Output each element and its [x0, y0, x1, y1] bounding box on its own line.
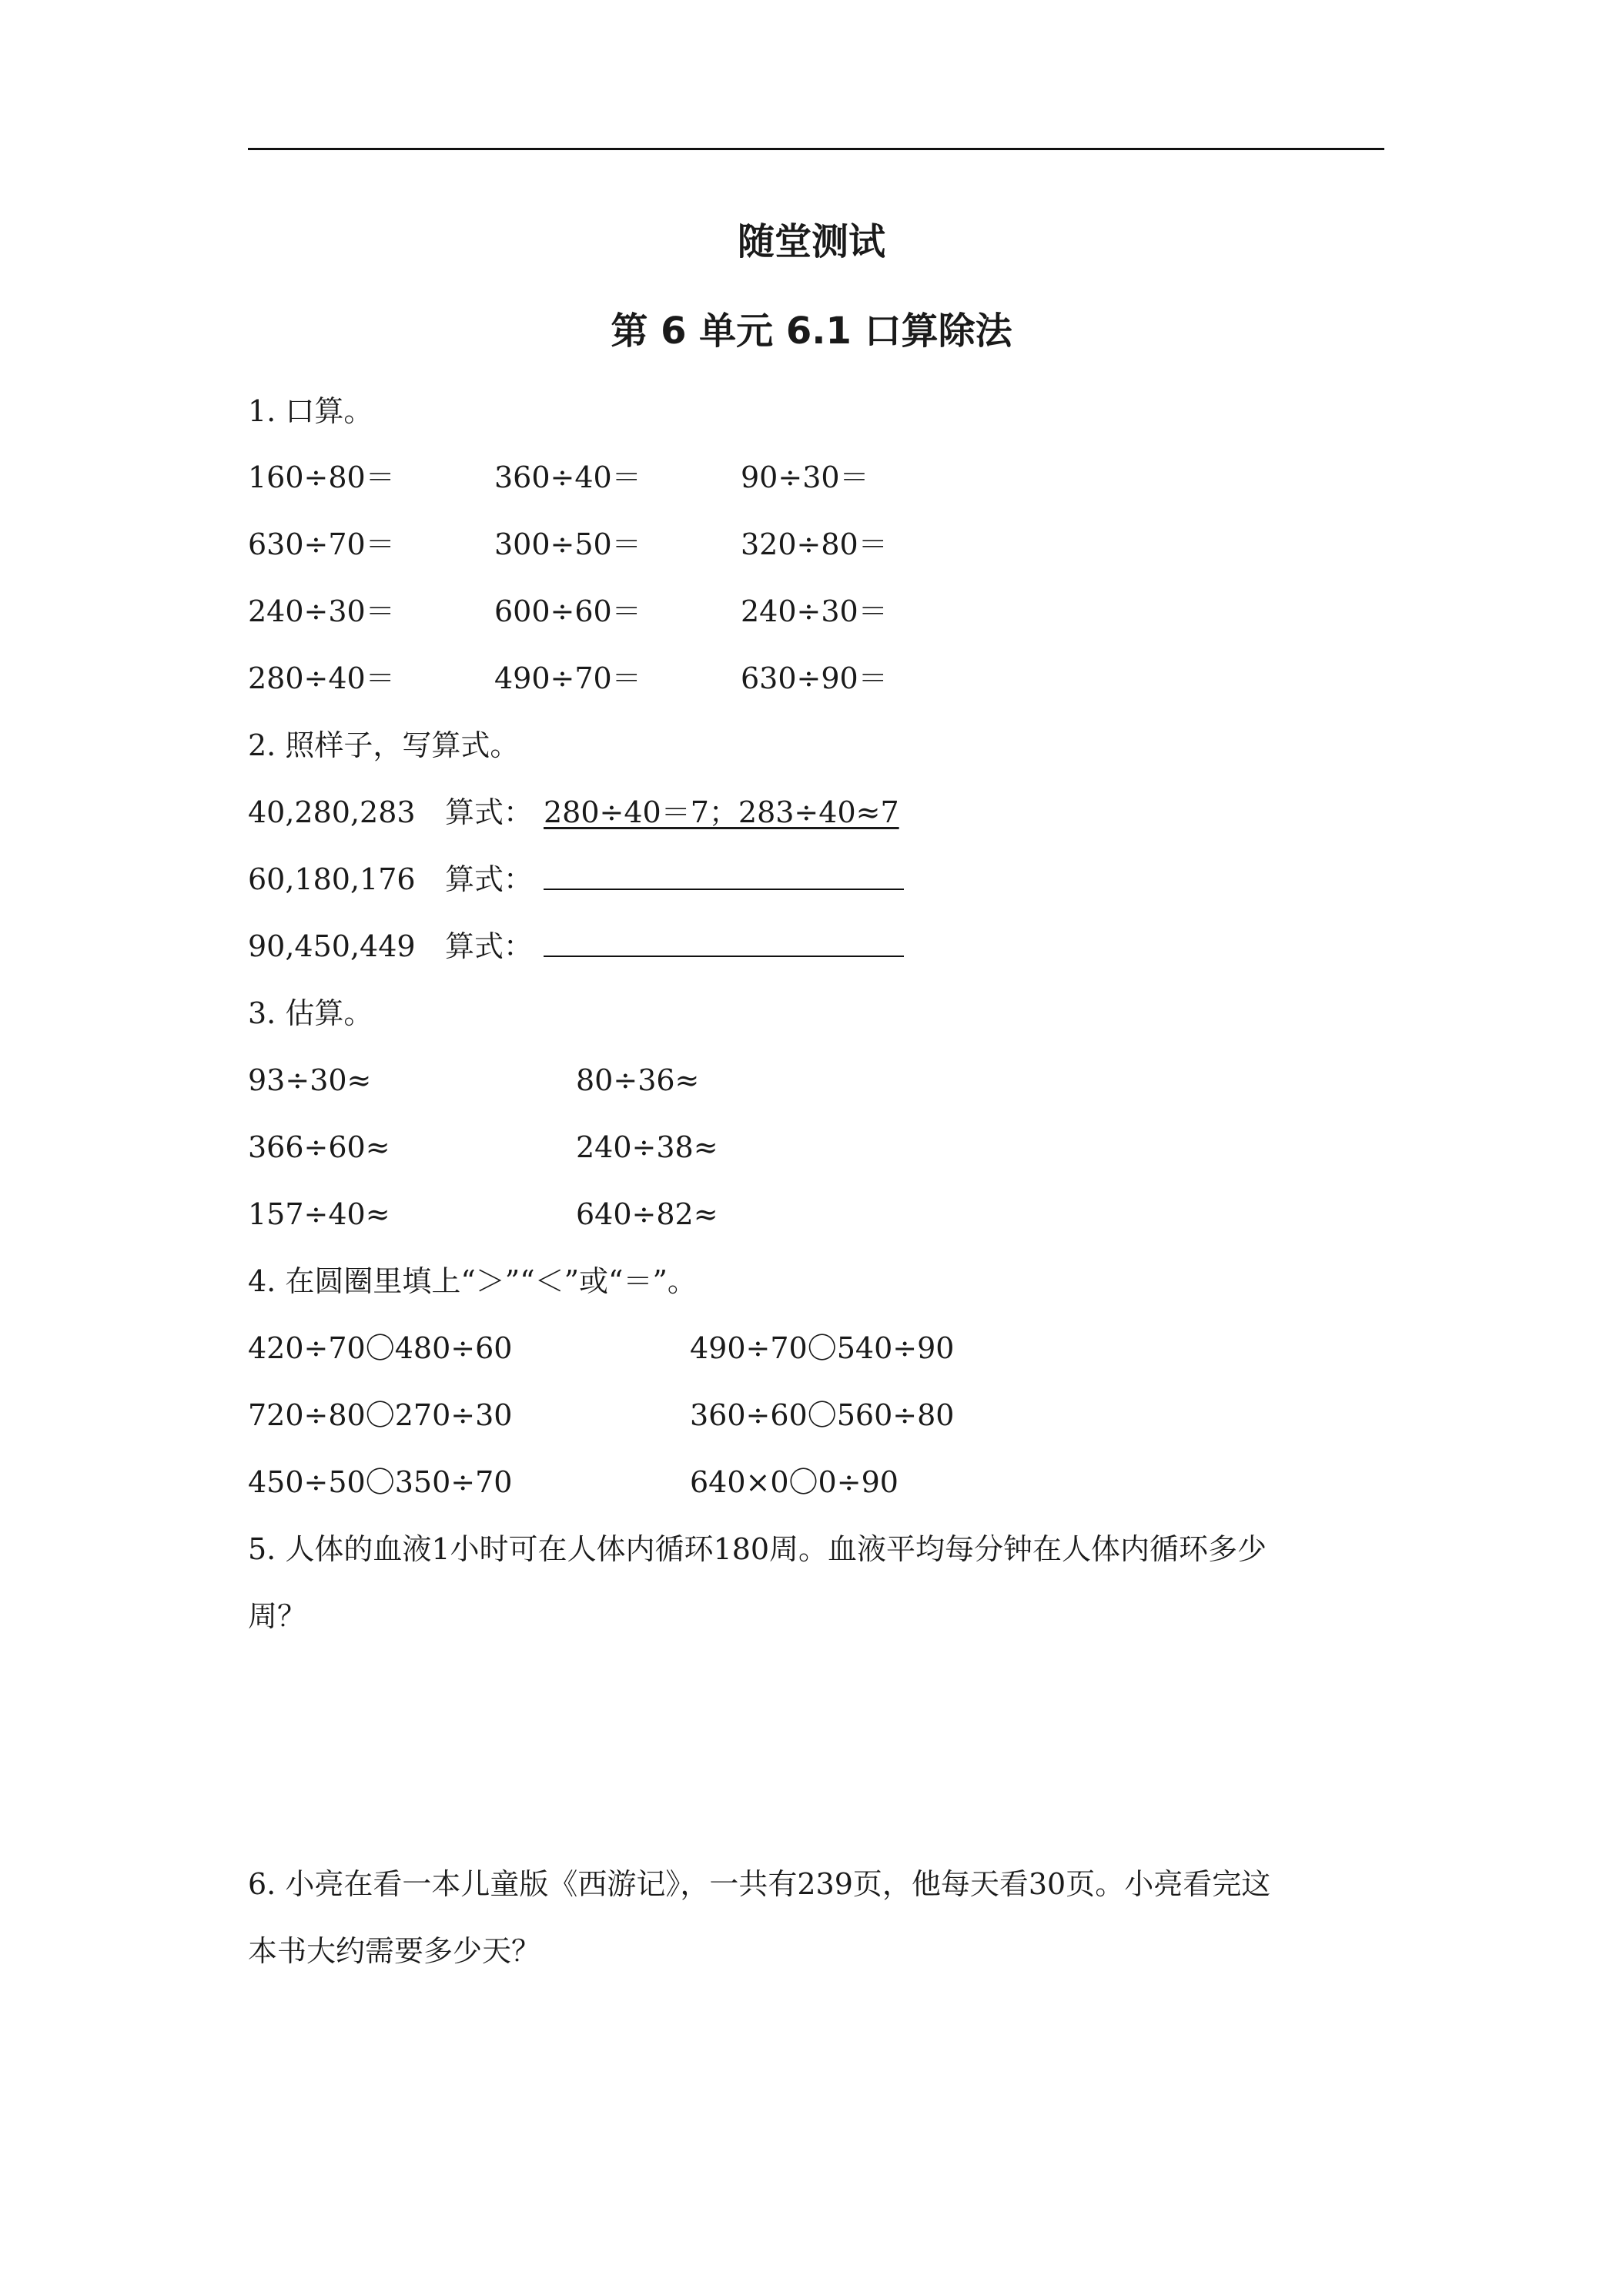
- q2-label: 算式：: [445, 862, 534, 896]
- q5-text-line1: 5. 人体的血液1小时可在人体内循环180周。血液平均每分钟在人体内循环多少: [248, 1532, 1267, 1566]
- q1-problem: 300÷50＝: [494, 527, 641, 561]
- q4-comparison: 490÷70〇540÷90: [690, 1331, 955, 1365]
- q4-comparison: 720÷80〇270÷30: [248, 1398, 513, 1432]
- q4-heading: 4. 在圆圈里填上“＞”“＜”或“＝”。: [248, 1264, 697, 1298]
- q6-text-line2: 本书大约需要多少天？: [248, 1934, 541, 1968]
- q2-answer-blank[interactable]: [544, 861, 904, 899]
- q2-numbers: 40,280,283: [248, 795, 416, 829]
- q1-problem: 240÷30＝: [741, 594, 888, 628]
- q5-text-line2: 周？: [248, 1599, 307, 1633]
- q1-problem: 320÷80＝: [741, 527, 888, 561]
- q3-problem: 157÷40≈: [248, 1197, 390, 1231]
- q1-problem: 490÷70＝: [494, 661, 641, 695]
- q3-problem: 366÷60≈: [248, 1130, 390, 1164]
- q6-text-line1: 6. 小亮在看一本儿童版《西游记》，一共有239页，他每天看30页。小亮看完这: [248, 1867, 1271, 1901]
- header-rule: [248, 148, 1384, 150]
- q4-comparison: 640×0〇0÷90: [690, 1465, 899, 1499]
- q2-numbers: 60,180,176: [248, 862, 416, 896]
- q3-problem: 640÷82≈: [576, 1197, 718, 1231]
- q4-comparison: 450÷50〇350÷70: [248, 1465, 513, 1499]
- q1-problem: 630÷90＝: [741, 661, 888, 695]
- q2-example-answer: 280÷40＝7；283÷40≈7: [544, 795, 899, 829]
- lesson-subtitle: 第 6 单元 6.1 口算除法: [611, 310, 1012, 353]
- q1-heading: 1. 口算。: [248, 394, 373, 428]
- page-title: 随堂测试: [737, 220, 885, 263]
- q4-comparison: 360÷60〇560÷80: [690, 1398, 955, 1432]
- q2-heading: 2. 照样子，写算式。: [248, 728, 520, 762]
- q1-problem: 600÷60＝: [494, 594, 641, 628]
- q1-problem: 280÷40＝: [248, 661, 395, 695]
- q4-comparison: 420÷70〇480÷60: [248, 1331, 513, 1365]
- q2-label: 算式：: [445, 795, 534, 829]
- q2-numbers: 90,450,449: [248, 929, 416, 963]
- q1-problem: 360÷40＝: [494, 460, 641, 494]
- q3-problem: 80÷36≈: [576, 1063, 700, 1097]
- q1-problem: 630÷70＝: [248, 527, 395, 561]
- q1-problem: 90÷30＝: [741, 460, 869, 494]
- q3-problem: 240÷38≈: [576, 1130, 718, 1164]
- q2-label: 算式：: [445, 929, 534, 963]
- q3-heading: 3. 估算。: [248, 996, 373, 1030]
- q2-answer-blank[interactable]: [544, 928, 904, 966]
- q3-problem: 93÷30≈: [248, 1063, 372, 1097]
- q1-problem: 240÷30＝: [248, 594, 395, 628]
- q1-problem: 160÷80＝: [248, 460, 395, 494]
